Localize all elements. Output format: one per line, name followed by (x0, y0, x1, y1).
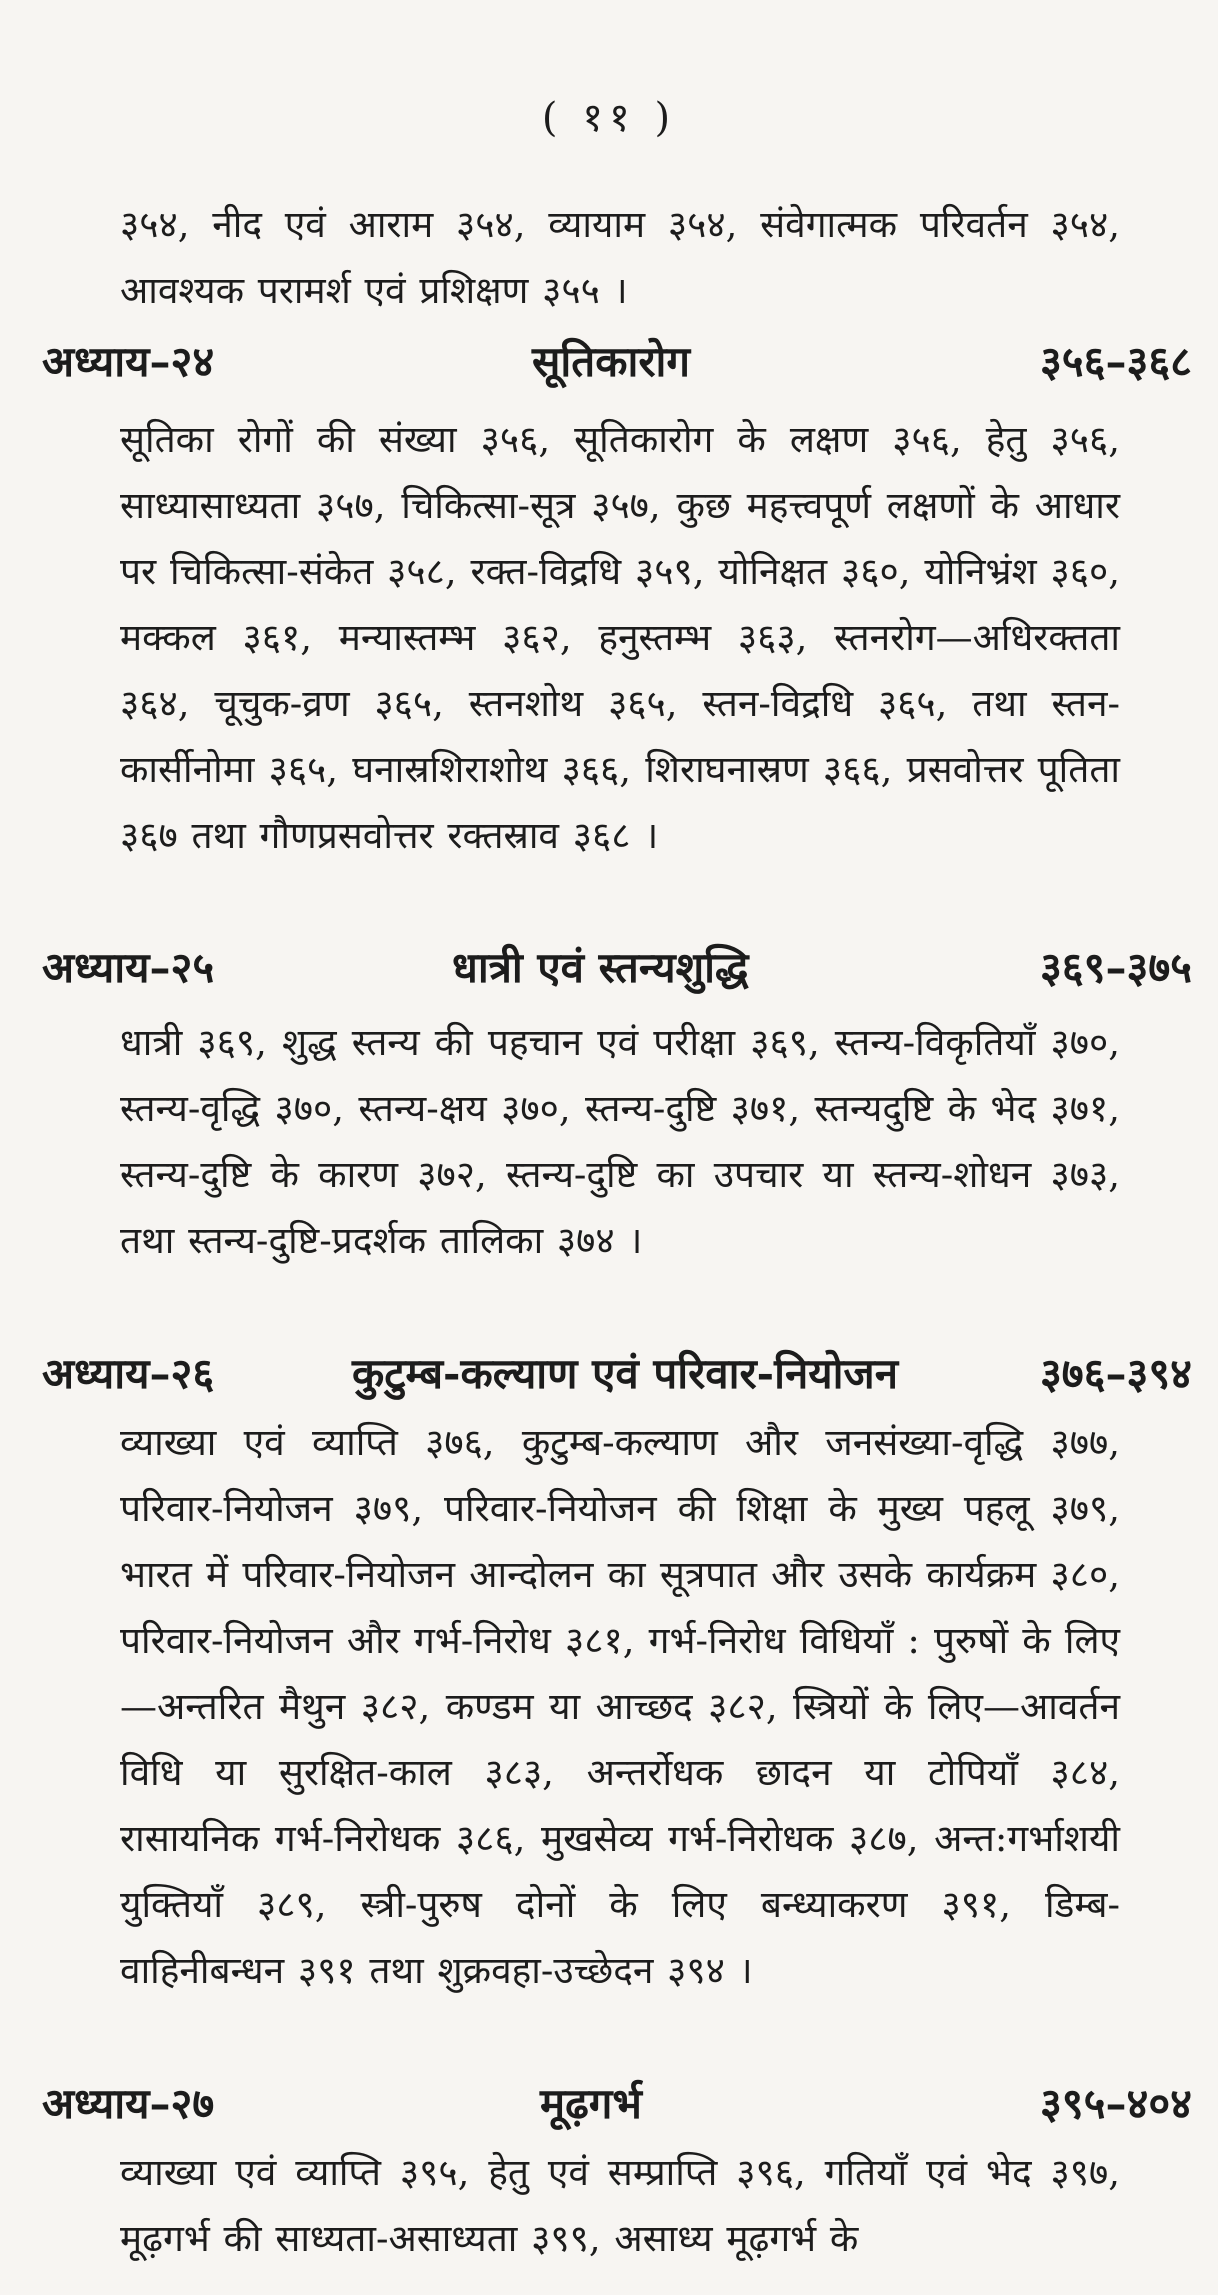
chapter-contents-26: व्याख्या एवं व्याप्ति ३७६, कुटुम्ब-कल्याण और जनसंख्या-वृद्धि ३७७, परिवार-नियोजन ३७९, परिवार-नियोजन की शिक्षा के मुख्य पहलू ३७९, भारत में परिवार-नियोजन आन्दोलन का सूत्रपात और उसके कार्यक्रम ३८०, परिवार-नियोजन और गर्भ-निरोध ३८१, गर्भ-निरोध विधियाँ : पुरुषों के लिए—अन्तरित मैथुन ३८२, कण्डम या आच्छद ३८२, स्त्रियों के लिए—आवर्तन विधि या सुरक्षित-काल ३८३, अन्तर्रोधक छादन या टोपियाँ ३८४, रासायनिक गर्भ-निरोधक ३८६, मुखसेव्य गर्भ-निरोधक ३८७, अन्त:गर्भाशयी युक्तियाँ ३८९, स्त्री-पुरुष दोनों के लिए बन्ध्याकरण ३९१, डिम्ब-वाहिनीबन्धन ३९१ तथा शुक्रवहा-उच्छेदन ३९४ । (120, 1421, 1120, 1992)
chapter-label: अध्याय–२४ (42, 337, 215, 386)
chapter-contents-27: व्याख्या एवं व्याप्ति ३९५, हेतु एवं सम्प्राप्ति ३९६, गतियाँ एवं भेद ३९७, मूढ़गर्भ की साध्यता-असाध्यता ३९९, असाध्य मूढ़गर्भ के (120, 2151, 1120, 2260)
chapter-label: अध्याय–२५ (42, 943, 215, 992)
chapter-title: धात्री एवं स्तन्यशुद्धि (452, 943, 749, 992)
chapter-contents-24: सूतिका रोगों की संख्या ३५६, सूतिकारोग के लक्षण ३५६, हेतु ३५६, साध्यासाध्यता ३५७, चिकित्सा-सूत्र ३५७, कुछ महत्त्वपूर्ण लक्षणों के आधार पर चिकित्सा-संकेत ३५८, रक्त-विद्रधि ३५९, योनिक्षत ३६०, योनिभ्रंश ३६०, मक्कल ३६१, मन्यास्तम्भ ३६२, हनुस्तम्भ ३६३, स्तनरोग—अधिरक्तता ३६४, चूचुक-व्रण ३६५, स्तनशोथ ३६५, स्तन-विद्रधि ३६५, तथा स्तन-कार्सीनोमा ३६५, घनास्रशिराशोथ ३६६, शिराघनास्रण ३६६, प्रसवोत्तर पूतिता ३६७ तथा गौणप्रसवोत्तर रक्तस्राव ३६८ । (120, 418, 1120, 857)
chapter-heading-27 (42, 2074, 1192, 2144)
chapter-heading-25 (42, 938, 1192, 1008)
chapter-heading-24 (42, 332, 1192, 402)
chapter-title: सूतिकारोग (532, 337, 691, 386)
chapter-title: मूढ़गर्भ (540, 2079, 642, 2128)
chapter-title: कुटुम्ब-कल्याण एवं परिवार-नियोजन (352, 1349, 899, 1398)
intro-paragraph: ३५४, नीद एवं आराम ३५४, व्यायाम ३५४, संवेगात्मक परिवर्तन ३५४, आवश्यक परामर्श एवं प्रशिक्षण ३५५ । (120, 203, 1120, 312)
chapter-page-range: ३७६–३९४ (1039, 1349, 1192, 1398)
page-number: ( ११ ) (541, 95, 677, 141)
chapter-label: अध्याय–२६ (42, 1349, 215, 1398)
chapter-page-range: ३९५–४०४ (1039, 2079, 1192, 2128)
chapter-contents-25: धात्री ३६९, शुद्ध स्तन्य की पहचान एवं परीक्षा ३६९, स्तन्य-विकृतियाँ ३७०, स्तन्य-वृद्धि ३७०, स्तन्य-क्षय ३७०, स्तन्य-दुष्टि ३७१, स्तन्यदुष्टि के भेद ३७१, स्तन्य-दुष्टि के कारण ३७२, स्तन्य-दुष्टि का उपचार या स्तन्य-शोधन ३७३, तथा स्तन्य-दुष्टि-प्रदर्शक तालिका ३७४ । (120, 1021, 1120, 1262)
chapter-label: अध्याय–२७ (42, 2079, 215, 2128)
chapter-page-range: ३६९–३७५ (1039, 943, 1192, 992)
chapter-heading-26 (42, 1344, 1192, 1414)
chapter-page-range: ३५६–३६८ (1039, 337, 1192, 386)
